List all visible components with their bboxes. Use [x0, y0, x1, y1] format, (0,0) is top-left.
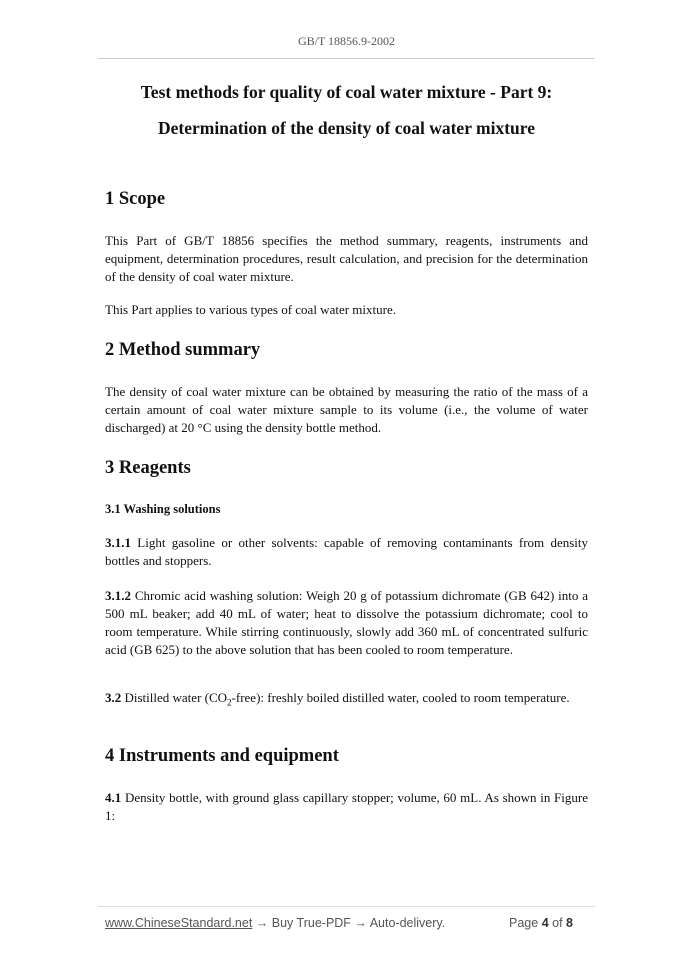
heading-method-summary: 2 Method summary [105, 340, 261, 360]
footer-text: → Buy True-PDF → Auto-delivery. [252, 916, 446, 930]
heading-washing-solutions: 3.1 Washing solutions [105, 502, 221, 516]
method-para: The density of coal water mixture can be obtained by measuring the ratio of the mass of a certain amount of coal water mixture sample to its volume (i.e., the volume of water discharged) at 20 °C using the density bottle method. [105, 384, 588, 435]
clause-4-1 [105, 789, 588, 825]
clause-text: Density bottle, with ground glass capillary stopper; volume, 60 mL. As shown in Figure 1: [105, 790, 588, 823]
doc-title-line2: Determination of the density of coal water mixture [158, 118, 535, 138]
running-header: GB/T 18856.9-2002 [297, 34, 396, 48]
scope-para-2: This Part applies to various types of coal water mixture. [105, 302, 396, 317]
clause-3-2 [105, 689, 588, 712]
clause-text: Chromic acid washing solution: Weigh 20 g of potassium dichromate (GB 642) into a 500 mL beaker; add 40 mL of water; heat to dissolve the potassium dichromate; cool to room temperature. While stirring continuously, slowly add 360 mL of concentrated sulfuric acid (GB 625) to the above solution that has been cooled to room temperature. [105, 588, 588, 657]
clause-text: Light gasoline or other solvents: capable of removing contaminants from density bottles and stoppers. [105, 535, 588, 568]
page-number: 4 [541, 916, 549, 930]
site-link[interactable]: www.ChineseStandard.net [105, 916, 253, 930]
header-rule [98, 58, 595, 59]
subscript: 2 [227, 697, 232, 708]
clause-number: 3.1.1 [105, 535, 131, 550]
clause-3-1-1 [105, 534, 588, 570]
heading-reagents: 3 Reagents [105, 458, 191, 478]
heading-instruments: 4 Instruments and equipment [105, 746, 339, 766]
clause-text: -free): freshly boiled distilled water, cooled to room temperature. [231, 690, 570, 705]
page-total: 8 [566, 916, 573, 930]
doc-title-line1: Test methods for quality of coal water mixture - Part 9: [140, 82, 553, 102]
heading-scope: 1 Scope [105, 189, 166, 209]
scope-para-1: This Part of GB/T 18856 specifies the method summary, reagents, instruments and equipment, determination procedures, result calculation, and precision for the determination of the density of coal water mixture. [105, 233, 588, 284]
footer-rule [98, 906, 595, 907]
clause-3-1-2 [105, 587, 588, 659]
clause-number: 3.2 [105, 690, 122, 705]
clause-number: 4.1 [105, 790, 122, 805]
footer-promo [105, 916, 445, 930]
of-label: of [552, 916, 563, 930]
clause-number: 3.1.2 [105, 588, 131, 603]
page-label: Page [509, 916, 539, 930]
clause-text: Distilled water (CO [121, 690, 228, 705]
page-indicator [509, 916, 573, 930]
